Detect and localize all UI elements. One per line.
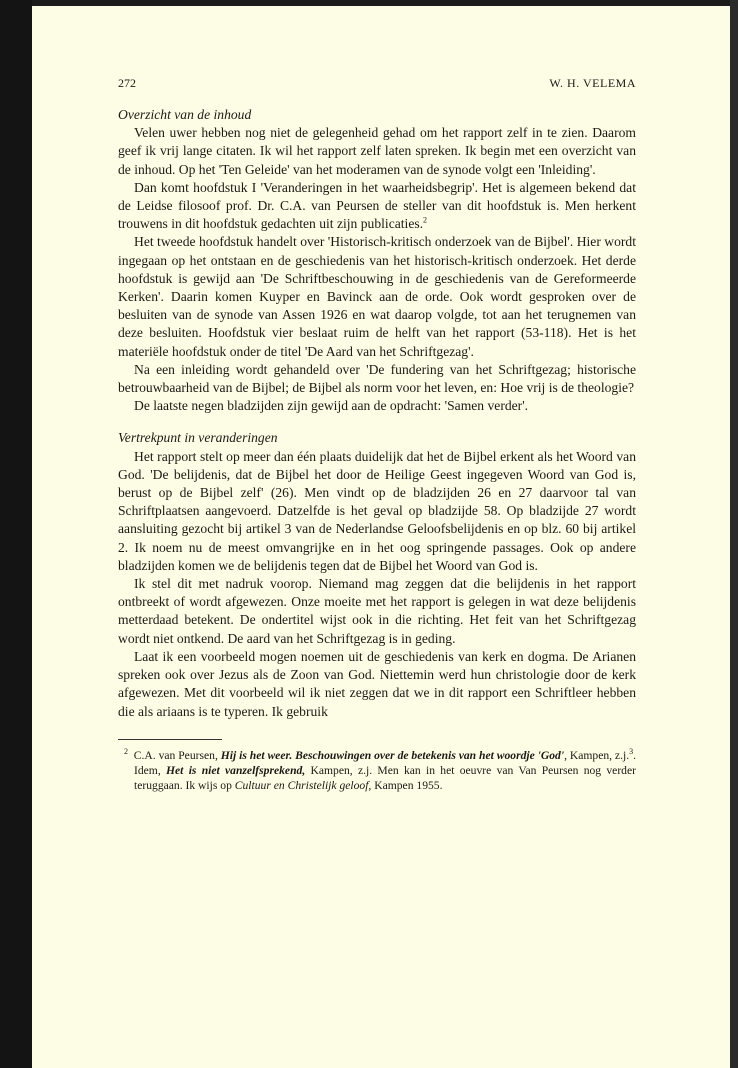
running-head-author: W. H. VELEMA (549, 76, 636, 90)
paragraph: Het rapport stelt op meer dan één plaats duidelijk dat het de Bijbel erkent als het Woord van God. 'De belijdenis, dat de Bijbel het door de Heilige Geest ingegeven Woord van God is, berust op de Bijbel zelf' (26). Men vindt op de bladzijden 26 en 27 daarvoor tal van Schriftplaatsen aangevoerd. Datzelfde is het geval op bladzijde 58. Op bladzijde 27 wordt aansluiting gezocht bij artikel 3 van de Nederlandse Geloofsbelijdenis en op blz. 60 bij artikel 2. Ik noem nu de meest omvangrijke en in het oog springende passages. Ook op andere bladzijden komen we de belijdenis tegen dat de Bijbel het Woord van God is. (118, 448, 636, 573)
footnote (118, 748, 636, 793)
footnote-text: Kampen, z.j. Men kan in het oeuvre van Van Peursen nog verder teruggaan. Ik wijs op (134, 763, 636, 792)
footnote-book-title: Hij is het weer. Beschouwingen over de betekenis van het woordje 'God' (220, 748, 565, 762)
footnote-text: . Idem, (134, 748, 637, 777)
section-heading-overzicht: Overzicht van de inhoud (118, 107, 252, 122)
scan-border-right (730, 0, 738, 1068)
footnote-book-title: Cultuur en Christelijk geloof, (234, 778, 372, 792)
paragraph: Na een inleiding wordt gehandeld over 'De fundering van het Schriftgezag; historische betrouwbaarheid van de Bijbel; de Bijbel als norm voor het leven, en: Hoe vrij is de theologie? (118, 361, 636, 396)
scan-border-top (0, 0, 738, 6)
footnote-mark: 2 (124, 746, 128, 756)
footnote-divider (118, 739, 222, 740)
paragraph: Laat ik een voorbeeld mogen noemen uit de geschiedenis van kerk en dogma. De Arianen spreken ook over Jezus als de Zoon van God. Niettemin werd hun christologie door de kerk afgewezen. Met dit voorbeeld wil ik niet zeggen dat we in dit rapport een Schriftleer hebben die als ariaans is te typeren. Ik gebruik (118, 648, 636, 719)
paragraph: Het tweede hoofdstuk handelt over 'Historisch-kritisch onderzoek van de Bijbel'. Hier wordt ingegaan op het ontstaan en de geschiedenis van het historisch-kritisch onderzoek. Het derde hoofdstuk is gewijd aan 'De Schriftbeschouwing in de geschiedenis van de Gereformeerde Kerken'. Daarin komen Kuyper en Bavinck aan de orde. Ook wordt gesproken over de besluiten van de synode van Assen 1926 en wat daarop volgde, tot aan het terugnemen van deze besluiten. Hoofdstuk vier beslaat ruim de helft van het rapport (53-118). Het is het materiële hoofdstuk onder de titel 'De Aard van het Schriftgezag'. (118, 234, 636, 359)
paragraph: De laatste negen bladzijden zijn gewijd aan de opdracht: 'Samen verder'. (134, 398, 529, 414)
running-header (118, 74, 636, 92)
paragraph: Ik stel dit met nadruk voorop. Niemand mag zeggen dat die belijdenis in het rapport ontbreekt of wordt afgewezen. Onze moeite met het rapport is gelegen in wat deze belijdenis metterdaad betekent. De ondertitel wijst ook in die richting. Het feit van het Schriftgezag wordt niet ontkend. De aard van het Schriftgezag is in geding. (118, 576, 636, 646)
footnote-text: , Kampen, z.j. (564, 748, 630, 762)
footnote-edition: 3 (629, 746, 634, 756)
paragraph: Velen uwer hebben nog niet de gelegenheid gehad om het rapport zelf in te zien. Daarom geef ik vrij lange citaten. Ik wil het rapport zelf laten spreken. Ik begin met een overzicht van de inhoud. Op het 'Ten Geleide' van het moderamen van de synode volgt een 'Inleiding'. (118, 125, 636, 177)
footnote-book-title: Het is niet vanzelfsprekend, (166, 763, 306, 777)
page-number: 272 (118, 76, 136, 90)
section-heading-vertrekpunt: Vertrekpunt in veranderingen (118, 430, 278, 446)
footnote-reference: 2 (423, 215, 428, 225)
footnote-text: Kampen 1955. (371, 778, 443, 792)
footnote-text: C.A. van Peursen, (133, 748, 221, 762)
scan-border-left (0, 0, 32, 1068)
book-page (118, 74, 636, 793)
paragraph-text: Dan komt hoofdstuk I 'Veranderingen in het waarheidsbegrip'. Het is algemeen bekend dat de Leidse filosoof prof. Dr. C.A. van Peursen de steller van dit hoofdstuk is. Men herkent trouwens in dit hoofdstuk gedachten uit zijn publicaties. (118, 179, 636, 232)
paragraph (118, 179, 636, 234)
